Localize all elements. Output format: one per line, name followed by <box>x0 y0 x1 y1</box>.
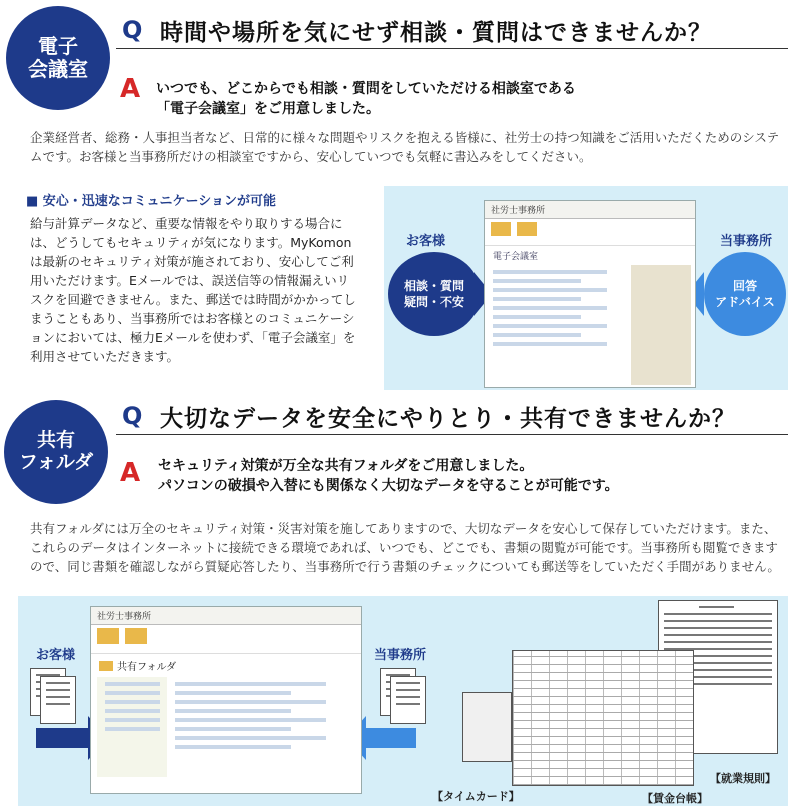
time-card-caption: 【タイムカード】 <box>432 790 520 803</box>
office-label: 当事務所 <box>720 234 773 249</box>
sub-description: 給与計算データなど、重要な情報をやり取りする場合には、どうしてもセキュリティが気になります。MyKomonは最新のセキュリティ対策が施されており、安心してご利用いただけます。Eメールでは、誤送信等の情報漏えいリスクを回避できません。また、郵送では時間がかかってしまうこともあり、当事務所ではお客様とのコミュニケーションにおいては、極力Eメールを使わず、「電子会議室」を利用させていただきます。 <box>30 216 356 364</box>
folder-icon <box>99 661 113 671</box>
wage-ledger-document <box>512 650 694 786</box>
description-text: 企業経営者、総務・人事担当者など、日常的に様々な問題やリスクを抱える皆様に、社労士の持つ知識をご活用いただくためのシステムです。お客様と当事務所だけの相談室ですから、安心していつでも気軽に書込みをしてください。 <box>30 130 780 164</box>
document-icon <box>40 676 76 724</box>
app-icon <box>491 222 511 236</box>
badge-shared-folder <box>4 400 108 504</box>
shared-folder-screen <box>90 606 362 794</box>
customer-bubble: 相談・質問 疑問・不安 <box>388 252 480 336</box>
badge-label: 電子 会議室 <box>28 34 88 81</box>
answer-text: セキュリティ対策が万全な共有フォルダをご用意しました。 パソコンの破損や入替にも関係なく大切なデータを守ることが可能です。 <box>158 458 619 494</box>
a-mark: A <box>120 458 141 488</box>
side-panel <box>631 265 691 385</box>
window-title: 社労士事務所 <box>91 607 361 625</box>
diagram-panel-1 <box>384 186 788 390</box>
description-text: 共有フォルダには万全のセキュリティ対策・災害対策を施してありますので、大切なデータを安心して保存していただけます。また、これらのデータはインターネットに接続できる環境であれば、いつでも、どこでも、書類の閲覧が可能です。当事務所も閲覧できますので、同じ書類を確認しながら質疑応答したり、当事務所で行う書類のチェックについても郵送等をしていただく手間がありません。 <box>30 521 780 574</box>
app-icon <box>125 628 147 644</box>
arrow-right-icon <box>36 728 88 748</box>
work-rules-caption: 【就業規則】 <box>710 772 776 785</box>
sub-heading: ■ 安心・迅速なコミュニケーションが可能 <box>26 194 277 209</box>
a-mark: A <box>120 74 141 104</box>
diagram-panel-2 <box>18 596 788 806</box>
page-label: 電子会議室 <box>493 252 539 262</box>
q-mark: Q <box>122 16 143 44</box>
badge-label: 共有 フォルダ <box>18 429 94 473</box>
wage-ledger-caption: 【賃金台帳】 <box>642 792 708 805</box>
time-card-document <box>462 692 512 762</box>
question-title: 大切なデータを安全にやりとり・共有できませんか？ <box>160 406 736 432</box>
window-title: 社労士事務所 <box>485 201 695 219</box>
question-row-2 <box>116 400 788 435</box>
document-icon <box>390 676 426 724</box>
meeting-room-screen <box>484 200 696 388</box>
arrow-left-icon <box>364 728 416 748</box>
app-icon <box>97 628 119 644</box>
customer-label: お客様 <box>36 648 76 663</box>
folder-label: 共有フォルダ <box>117 662 177 673</box>
question-row-1 <box>116 14 788 49</box>
customer-label: お客様 <box>406 234 446 249</box>
answer-text: いつでも、どこからでも相談・質問をしていただける相談室である 「電子会議室」をご用意しました。 <box>156 81 576 117</box>
folder-tree <box>97 677 167 777</box>
office-label: 当事務所 <box>374 648 427 663</box>
question-title: 時間や場所を気にせず相談・質問はできませんか？ <box>160 20 712 46</box>
q-mark: Q <box>122 402 143 430</box>
app-icon <box>517 222 537 236</box>
badge-electronic-meeting-room <box>6 6 110 110</box>
office-bubble: 回答 アドバイス <box>704 252 786 336</box>
